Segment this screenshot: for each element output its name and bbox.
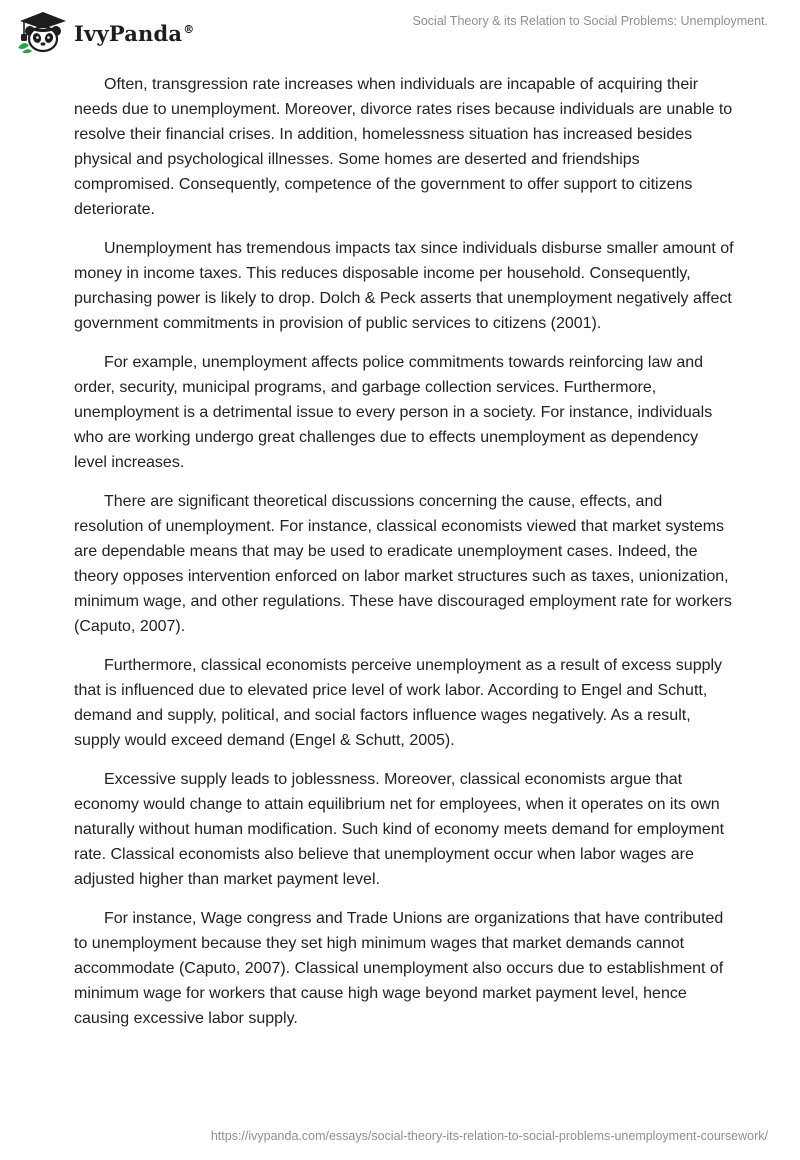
brand-logo[interactable] [16,10,194,54]
paragraph: For example, unemployment affects police commitments towards reinforcing law and order, security, municipal programs, and garbage collection services. Furthermore, unemployment is a detrimental issue to every person in a society. For instance, individuals who are working undergo great challenges due to effects unemployment as dependency level increases. [74,354,713,471]
paragraph: Often, transgression rate increases when individuals are incapable of acquiring their needs due to unemployment. Moreover, divorce rates rises because individuals are unable to resolve their financial crises. In addition, homelessness situation has increased besides physical and psychological illnesses. Some homes are deserted and friendships compromised. Consequently, competence of the government to offer support to citizens deteriorate. [74,76,733,218]
brand-name: IvyPanda® [74,20,195,46]
paragraph: For instance, Wage congress and Trade Unions are organizations that have contributed to unemployment because they set high minimum wages that market demands cannot accommodate (Caputo, 2007). Classical unemployment also occurs due to establishment of minimum wage for workers that cause high wage beyond market payment level, hence causing excessive labor supply. [74,910,724,1027]
document-title: Social Theory & its Relation to Social Problems: Unemployment. [412,14,768,28]
paragraph: Unemployment has tremendous impacts tax since individuals disburse smaller amount of money in income taxes. This reduces disposable income per household. Consequently, purchasing power is likely to drop. Dolch & Peck asserts that unemployment negatively affect government commitments in provision of public services to citizens (2001). [74,240,734,332]
panda-graduation-cap-icon [16,10,70,54]
paragraph: Furthermore, classical economists perceive unemployment as a result of excess supply that is influenced due to elevated price level of work labor. According to Engel and Schutt, demand and supply, political, and social factors influence wages negatively. As a result, supply would exceed demand (Engel & Schutt, 2005). [74,657,723,749]
essay-body [74,72,734,1045]
paragraph: There are significant theoretical discussions concerning the cause, effects, and resolution of unemployment. For instance, classical economists viewed that market systems are dependable means that may be used to eradicate unemployment cases. Indeed, the theory opposes intervention enforced on labor market structures such as taxes, unionization, minimum wage, and other regulations. These have discouraged employment rate for workers (Caputo, 2007). [74,493,732,635]
paragraph: Excessive supply leads to joblessness. Moreover, classical economists argue that economy would change to attain equilibrium net for employees, when it operates on its own naturally without human modification. Such kind of economy meets demand for employment rate. Classical economists also believe that unemployment occur when labor wages are adjusted higher than market payment level. [74,771,725,888]
source-url[interactable]: https://ivypanda.com/essays/social-theory-its-relation-to-social-problems-unemployment-coursework/ [210,1129,768,1143]
page-header [0,0,800,60]
